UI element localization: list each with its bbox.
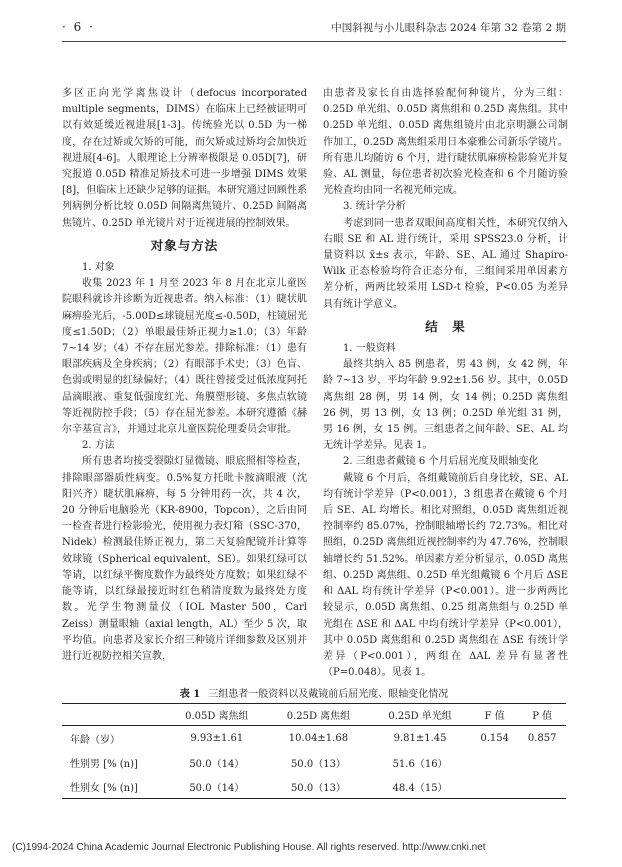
page-number: · 6 ·: [62, 20, 95, 34]
section-title-results: 结 果: [425, 318, 466, 334]
table-cell: 50.0（13）: [290, 758, 346, 770]
table-caption-text: 三组患者一般资料以及戴镜前后屈光度、眼轴变化情况: [208, 689, 449, 700]
left-column: [62, 86, 307, 665]
table-caption: [62, 685, 566, 700]
table-row: [62, 774, 566, 799]
table-cell: 0.154: [480, 732, 509, 744]
table-row: [62, 726, 566, 751]
subsection-methods: 2. 方法: [82, 440, 115, 452]
results-table: [62, 703, 566, 799]
copyright-footer: (C)1994-2024 China Academic Journal Electronic Publishing House. All rights reserved. http://www.cnki.net: [12, 842, 486, 853]
methods-paragraph: 所有患者均接受裂隙灯显微镜、眼底照相等检查，排除眼部器质性病变。0.5%复方托吡卡胺滴眼液（沈阳兴齐）睫状肌麻痹，每 5 分钟用药一次，共 4 次，20 分钟后电脑验光（KR-8900，Topcon），之后由同一检查者进行检影验光，使用视力表灯箱（SSC-370，Nidek）检测最佳矫正视力，第二天复验配镜并计算等效球镜（Spherical equivalent，SE）。如果红绿可以等请，以红绿平衡度数作为最终处方度数；如果红绿不能等请，以红绿最接近时红色稍清度数为最终处方度数。光学生物测量仪（IOL Master 500，Carl Zeiss）测量眼轴（axial length，AL）至少 5 次，取平均值。向患者及家长介绍三种镜片详细参数及区别并进行近视防控相关宣教，: [62, 456, 307, 662]
journal-title: 中国斜视与小儿眼科杂志 2024 年第 32 卷第 2 期: [331, 22, 566, 34]
subsection-changes: 2. 三组患者戴镜 6 个月后屈光度及眼轴变化: [343, 456, 539, 468]
subsection-statistics: 3. 统计学分析: [343, 201, 406, 213]
subsection-subjects: 1. 对象: [82, 262, 115, 274]
table-cell: 48.4（15）: [392, 782, 448, 794]
subsection-general-data: 1. 一般资料: [343, 343, 396, 355]
table-cell: 51.6（16）: [392, 758, 448, 770]
table-cell: 9.93±1.61: [190, 732, 244, 744]
table-cell: [471, 750, 519, 774]
section-title-methods: 对象与方法: [150, 237, 219, 253]
table-row: [62, 750, 566, 774]
header-rule: [62, 41, 566, 42]
table-header-cell: 0.05D 离焦组: [185, 711, 249, 722]
table-cell: [471, 774, 519, 799]
table-cell: 50.0（13）: [290, 782, 346, 794]
table-number: 表 1: [179, 689, 201, 700]
subjects-paragraph: 收集 2023 年 1 月至 2023 年 8 月在北京儿童医院眼科就诊并诊断为近视患者。纳入标准：（1）睫状肌麻痹验光后，-5.00D≤球镜屈光度≤-0.50D，柱镜屈光度≤1.50D；（2）单眼最佳矫正视力≥1.0；（3）年龄 7~14 岁；（4）不存在屈光参差。排除标准：（1）患有眼部疾病及全身疾病；（2）有眼部手术史；（3）色盲、色弱或明显的红绿偏好；（4）既往曾接受过低浓度阿托品滴眼液、重复低强度红光、角膜塑形镜、多焦点软镜等近视防控手段；（5）存在屈光参差。本研究遵循《赫尔辛基宣言》，并通过北京儿童医院伦理委员会审批。: [62, 278, 307, 436]
table-header-row: [62, 704, 566, 726]
general-data-paragraph: 最终共纳入 85 例患者，男 43 例，女 42 例，年龄 7~13 岁，平均年龄 9.92±1.56 岁。其中，0.05D 离焦组 28 例，男 14 例，女 14 例；0.25D 离焦组 26 例，男 13 例，女 13 例；0.25D 单光组 31 例，男 16 例，女 15 例。三组患者之间年龄、SE、AL 均无统计学差异。见表 1。: [323, 359, 568, 452]
continued-paragraph: 由患者及家长自由选择验配何种镜片，分为三组：0.25D 单光组、0.05D 离焦组和 0.25D 离焦组。其中 0.25D 单光组、0.05D 离焦组镜片由北京明灏公司制作加工，0.25D 离焦组采用日本豪雅公司新乐学镜片。所有患儿均随访 6 个月，进行睫状肌麻痹检影验光并复验、AL 测量，每位患者初次验光检查和 6 个月随访验光检查均由同一名视光师完成。: [323, 88, 568, 197]
table-header-cell: P 值: [532, 711, 553, 722]
table-cell: [518, 774, 566, 799]
table-cell: 50.0（14）: [189, 782, 245, 794]
table-cell: 年龄（岁）: [70, 734, 120, 746]
table-header-cell: [62, 704, 166, 726]
table-header-cell: 0.25D 单光组: [388, 711, 452, 722]
table-cell: 性别男 [% (n)]: [70, 758, 138, 770]
table-cell: 50.0（14）: [189, 758, 245, 770]
table-cell: [518, 750, 566, 774]
statistics-paragraph: 考虑到同一患者双眼间高度相关性，本研究仅纳入右眼 SE 和 AL 进行统计，采用 SPSS23.0 分析，计量资料以 x̄±s 表示，年龄、SE、AL 通过 Shapiro-Wilk 正态检验均符合正态分布，三组间采用单因素方差分析，两两比较采用 LSD-t 检验，P<0.05 为差异具有统计学意义。: [323, 217, 568, 310]
table-cell: 性别女 [% (n)]: [70, 782, 138, 794]
table-cell: 0.857: [527, 732, 557, 744]
changes-paragraph: 戴镜 6 个月后，各组戴镜前后自身比较，SE、AL 均有统计学差异（P<0.001），3 组患者在戴镜 6 个月后 SE、AL 均增长。相比对照组，0.05D 离焦组近视控制率约 85.07%，控制眼轴增长约 72.73%。相比对照组，0.25D 离焦组近视控制率约为 47.76%，控制眼轴增长约 51.52%。单因素方差分析显示，0.05D 离焦组、0.25D 离焦组、0.25D 单光组戴镜 6 个月后 ΔSE 和 ΔAL 均有统计学差异（P<0.001）。进一步两两比较显示，0.05D 离焦组、0.25 组离焦组与 0.25D 单光组在 ΔSE 和 ΔAL 中均有统计学差异（P<0.001），其中 0.05D 离焦组和 0.25D 离焦组在 ΔSE 有统计学差异（P<0.001），两组在 ΔAL 差异有显著性（P=0.048）。见表 1。: [323, 472, 568, 679]
right-column: [323, 86, 568, 681]
table-header-cell: F 值: [484, 711, 505, 722]
intro-paragraph: 多区正向光学离焦设计（defocus incorporated multiple segments，DIMS）在临床上已经被证明可以有效延缓近视进展[1-3]。传统验光以 0.5D 为一梯度，存在过矫或欠矫的可能，而欠矫或过矫均会加快近视进展[4-6]。人眼理论上分辨率极限是 0.05D[7]，研究报道 0.05D 精准足矫技术可进一步增强 DIMS 效果[8]，但临床上还缺少足够的证据。本研究通过回顾性系列病例分析比较 0.05D 间隔离焦镜片、0.25D 间隔离焦镜片、0.25D 单光镜片对于近视进展的控制效果。: [62, 88, 307, 229]
table-cell: 10.04±1.68: [288, 732, 349, 744]
table-cell: 9.81±1.45: [393, 732, 447, 744]
table-header-cell: 0.25D 离焦组: [286, 711, 351, 722]
